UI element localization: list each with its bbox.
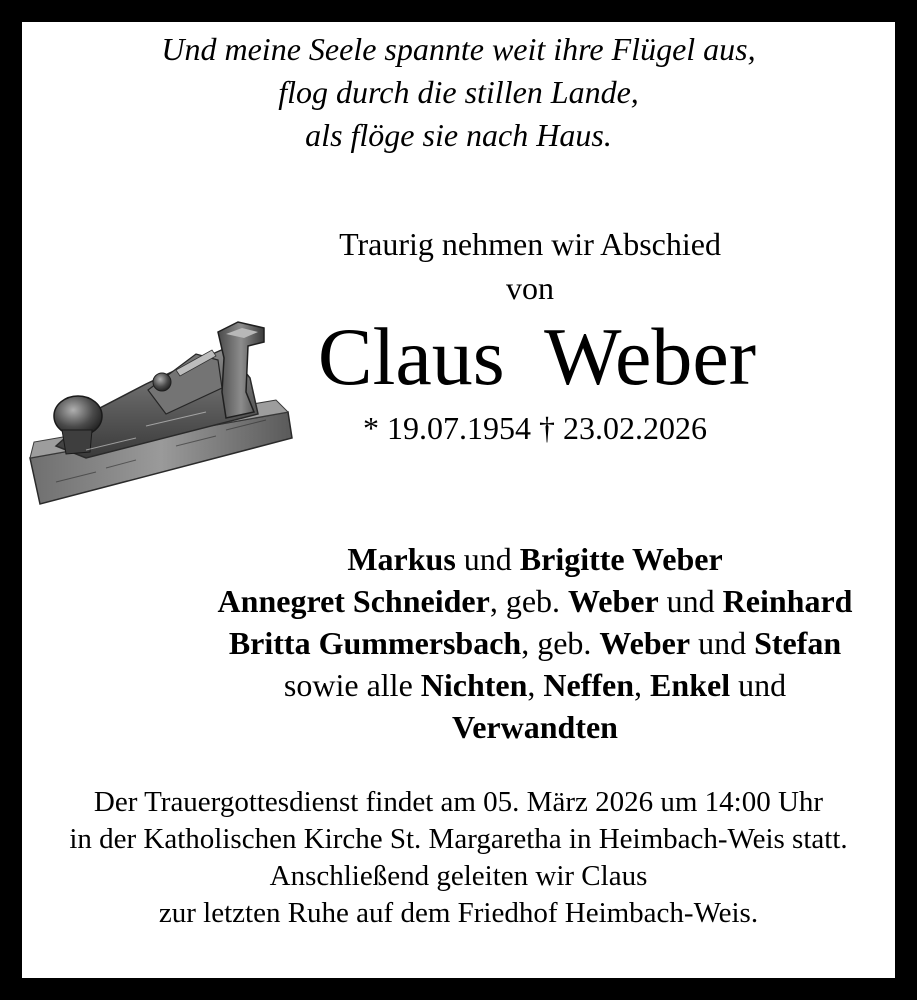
deceased-name: Claus Weber bbox=[317, 311, 757, 402]
mourners-line: Britta Gummersbach, geb. Weber und Stefan bbox=[228, 625, 842, 661]
farewell-von: von bbox=[506, 270, 554, 306]
poem-line: flog durch die stillen Lande, bbox=[278, 74, 639, 110]
farewell-line: Traurig nehmen wir Abschied bbox=[339, 226, 721, 262]
mourners-line: Markus und Brigitte Weber bbox=[347, 541, 723, 577]
poem-line: Und meine Seele spannte weit ihre Flügel aus, bbox=[161, 31, 756, 67]
wood-plane-icon bbox=[26, 318, 298, 510]
service-line: in der Katholischen Kirche St. Margaretha in Heimbach-Weis statt. bbox=[69, 823, 848, 855]
mourners-line: sowie alle Nichten, Neffen, Enkel und bbox=[283, 667, 787, 703]
service-info bbox=[22, 784, 895, 932]
service-line: zur letzten Ruhe auf dem Friedhof Heimbach-Weis. bbox=[158, 897, 759, 929]
service-line: Anschließend geleiten wir Claus bbox=[269, 860, 648, 892]
life-dates: * 19.07.1954 † 23.02.2026 bbox=[363, 410, 707, 446]
poem-line: als flöge sie nach Haus. bbox=[305, 117, 612, 153]
poem bbox=[22, 28, 895, 157]
mourners-line: Annegret Schneider, geb. Weber und Reinhard bbox=[217, 583, 853, 619]
mourners-line: Verwandten bbox=[452, 709, 618, 745]
service-line: Der Trauergottesdienst findet am 05. März 2026 um 14:00 Uhr bbox=[93, 786, 824, 818]
mourners-list bbox=[150, 538, 917, 748]
